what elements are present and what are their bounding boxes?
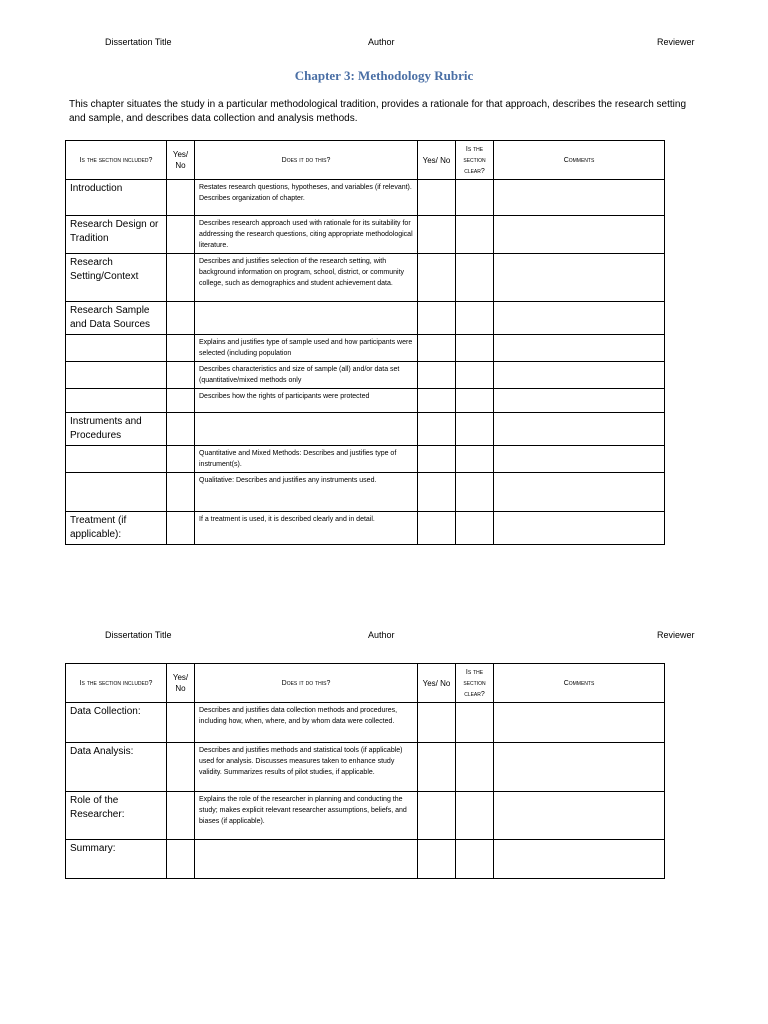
yes-no-cell[interactable] xyxy=(418,389,456,413)
yes-no-cell[interactable] xyxy=(167,473,195,512)
col-comments-header: Comments xyxy=(494,664,665,703)
comments-cell[interactable] xyxy=(494,473,665,512)
table-row xyxy=(66,389,665,413)
yes-no-cell[interactable] xyxy=(167,180,195,216)
col-clear-header: Is the section clear? xyxy=(456,664,494,703)
rubric-table-1 xyxy=(65,140,665,545)
clear-cell[interactable] xyxy=(456,180,494,216)
section-name-cell: Summary: xyxy=(66,840,167,879)
yes-no-cell[interactable] xyxy=(167,216,195,254)
yes-no-cell[interactable] xyxy=(418,840,456,879)
table-row xyxy=(66,446,665,473)
criterion-cell: If a treatment is used, it is described clearly and in detail. xyxy=(195,512,418,545)
section-name-cell: Instruments and Procedures xyxy=(66,413,167,446)
comments-cell[interactable] xyxy=(494,703,665,743)
criterion-cell: Describes characteristics and size of sample (all) and/or data set (quantitative/mixed methods only xyxy=(195,362,418,389)
col-does-it-header: Does it do this? xyxy=(195,664,418,703)
comments-cell[interactable] xyxy=(494,743,665,792)
criterion-cell: Quantitative and Mixed Methods: Describes and justifies type of instrument(s). xyxy=(195,446,418,473)
col-yes-no-header: Yes/ No xyxy=(167,664,195,703)
yes-no-cell[interactable] xyxy=(418,254,456,302)
rubric-table-2 xyxy=(65,663,665,879)
section-name-cell xyxy=(66,362,167,389)
section-name-cell: Research Setting/Context xyxy=(66,254,167,302)
comments-cell[interactable] xyxy=(494,302,665,335)
header-reviewer: Reviewer xyxy=(657,630,695,640)
section-name-cell xyxy=(66,446,167,473)
yes-no-cell[interactable] xyxy=(167,254,195,302)
yes-no-cell[interactable] xyxy=(418,703,456,743)
clear-cell[interactable] xyxy=(456,512,494,545)
col-clear-header: Is the section clear? xyxy=(456,141,494,180)
header-dissertation-title: Dissertation Title xyxy=(105,630,172,640)
table-row xyxy=(66,180,665,216)
clear-cell[interactable] xyxy=(456,302,494,335)
yes-no-cell[interactable] xyxy=(418,180,456,216)
yes-no-cell[interactable] xyxy=(418,473,456,512)
table-row xyxy=(66,302,665,335)
criterion-cell: Qualitative: Describes and justifies any instruments used. xyxy=(195,473,418,512)
clear-cell[interactable] xyxy=(456,362,494,389)
table-row xyxy=(66,840,665,879)
criterion-cell xyxy=(195,840,418,879)
comments-cell[interactable] xyxy=(494,840,665,879)
header-reviewer: Reviewer xyxy=(657,37,695,47)
criterion-cell: Describes research approach used with rationale for its suitability for addressing the research questions, citing appropriate methodological literature. xyxy=(195,216,418,254)
header-author: Author xyxy=(368,37,395,47)
yes-no-cell[interactable] xyxy=(418,743,456,792)
criterion-cell xyxy=(195,302,418,335)
yes-no-cell[interactable] xyxy=(167,792,195,840)
table-row xyxy=(66,335,665,362)
yes-no-cell[interactable] xyxy=(418,512,456,545)
yes-no-cell[interactable] xyxy=(167,703,195,743)
yes-no-cell[interactable] xyxy=(167,446,195,473)
header-dissertation-title: Dissertation Title xyxy=(105,37,172,47)
col-yes-no-header: Yes/ No xyxy=(418,664,456,703)
section-name-cell: Research Sample and Data Sources xyxy=(66,302,167,335)
comments-cell[interactable] xyxy=(494,362,665,389)
section-name-cell: Research Design or Tradition xyxy=(66,216,167,254)
criterion-cell xyxy=(195,413,418,446)
criterion-cell: Describes and justifies selection of the research setting, with background information on program, school, district, or community college, such as demographics and student achievement data. xyxy=(195,254,418,302)
yes-no-cell[interactable] xyxy=(418,302,456,335)
section-name-cell xyxy=(66,389,167,413)
comments-cell[interactable] xyxy=(494,180,665,216)
table-row xyxy=(66,413,665,446)
criterion-cell: Describes and justifies data collection methods and procedures, including how, when, where, and by whom data were collected. xyxy=(195,703,418,743)
section-name-cell: Treatment (if applicable): xyxy=(66,512,167,545)
criterion-cell: Describes how the rights of participants were protected xyxy=(195,389,418,413)
criterion-cell: Explains the role of the researcher in planning and conducting the study; makes explicit relevant researcher assumptions, beliefs, and biases (if applicable). xyxy=(195,792,418,840)
table-row xyxy=(66,703,665,743)
table-row xyxy=(66,362,665,389)
yes-no-cell[interactable] xyxy=(418,413,456,446)
clear-cell[interactable] xyxy=(456,446,494,473)
yes-no-cell[interactable] xyxy=(167,840,195,879)
comments-cell[interactable] xyxy=(494,792,665,840)
comments-cell[interactable] xyxy=(494,446,665,473)
yes-no-cell[interactable] xyxy=(418,362,456,389)
clear-cell[interactable] xyxy=(456,840,494,879)
comments-cell[interactable] xyxy=(494,216,665,254)
criterion-cell: Explains and justifies type of sample used and how participants were selected (including population xyxy=(195,335,418,362)
criterion-cell: Describes and justifies methods and statistical tools (if applicable) used for analysis. Discusses measures taken to enhance study validity. Summarizes results of pilot studies, if applicable. xyxy=(195,743,418,792)
col-yes-no-header: Yes/ No xyxy=(167,141,195,180)
col-section-header: Is the section included? xyxy=(66,141,167,180)
section-name-cell: Role of the Researcher: xyxy=(66,792,167,840)
section-name-cell xyxy=(66,335,167,362)
table-row xyxy=(66,254,665,302)
chapter-title: Chapter 3: Methodology Rubric xyxy=(294,68,474,83)
clear-cell[interactable] xyxy=(456,389,494,413)
clear-cell[interactable] xyxy=(456,792,494,840)
yes-no-cell[interactable] xyxy=(418,792,456,840)
comments-cell[interactable] xyxy=(494,335,665,362)
yes-no-cell[interactable] xyxy=(418,216,456,254)
clear-cell[interactable] xyxy=(456,703,494,743)
yes-no-cell[interactable] xyxy=(167,302,195,335)
yes-no-cell[interactable] xyxy=(167,512,195,545)
col-section-header: Is the section included? xyxy=(66,664,167,703)
section-name-cell: Introduction xyxy=(66,180,167,216)
table-row xyxy=(66,473,665,512)
section-name-cell xyxy=(66,473,167,512)
clear-cell[interactable] xyxy=(456,216,494,254)
comments-cell[interactable] xyxy=(494,389,665,413)
intro-paragraph: This chapter situates the study in a particular methodological tradition, provides a rationale for that approach, describes the research setting and sample, and describes data collection and analysis methods. xyxy=(69,99,687,124)
header-author: Author xyxy=(368,630,395,640)
yes-no-cell[interactable] xyxy=(167,389,195,413)
clear-cell[interactable] xyxy=(456,743,494,792)
clear-cell[interactable] xyxy=(456,413,494,446)
yes-no-cell[interactable] xyxy=(167,413,195,446)
criterion-cell: Restates research questions, hypotheses, and variables (if relevant). Describes organization of chapter. xyxy=(195,180,418,216)
section-name-cell: Data Analysis: xyxy=(66,743,167,792)
yes-no-cell[interactable] xyxy=(418,335,456,362)
table-row xyxy=(66,512,665,545)
comments-cell[interactable] xyxy=(494,413,665,446)
comments-cell[interactable] xyxy=(494,254,665,302)
table-row xyxy=(66,216,665,254)
col-yes-no-header: Yes/ No xyxy=(418,141,456,180)
yes-no-cell[interactable] xyxy=(167,362,195,389)
col-does-it-header: Does it do this? xyxy=(195,141,418,180)
table-row xyxy=(66,743,665,792)
clear-cell[interactable] xyxy=(456,473,494,512)
comments-cell[interactable] xyxy=(494,512,665,545)
table-row xyxy=(66,792,665,840)
yes-no-cell[interactable] xyxy=(418,446,456,473)
clear-cell[interactable] xyxy=(456,254,494,302)
clear-cell[interactable] xyxy=(456,335,494,362)
yes-no-cell[interactable] xyxy=(167,743,195,792)
section-name-cell: Data Collection: xyxy=(66,703,167,743)
yes-no-cell[interactable] xyxy=(167,335,195,362)
col-comments-header: Comments xyxy=(494,141,665,180)
